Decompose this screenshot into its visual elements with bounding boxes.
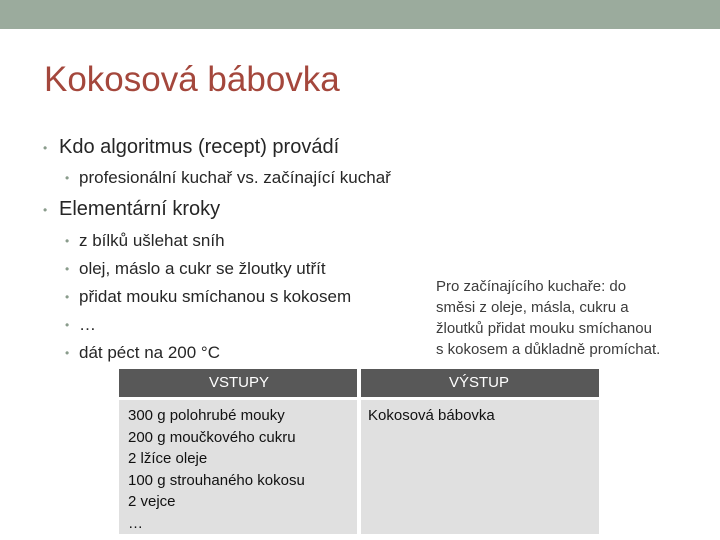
- note-line: Pro začínajícího kuchaře: do: [436, 278, 627, 295]
- bullet-step-2: [65, 259, 326, 279]
- table-column-divider: [357, 369, 361, 534]
- table-cell-output: [361, 400, 599, 534]
- output-item: Kokosová bábovka: [368, 407, 495, 424]
- bullet-dot: •: [65, 346, 70, 360]
- bullet-text: přidat mouku smíchanou s kokosem: [79, 287, 352, 306]
- note-line: s kokosem a důkladně promíchat.: [436, 341, 661, 358]
- bullet-elementary-steps: [43, 198, 221, 221]
- bullet-step-ellipsis: [65, 315, 96, 335]
- bullet-cook-types: [65, 168, 391, 188]
- bullet-dot: •: [65, 290, 70, 304]
- bullet-dot: •: [65, 262, 70, 276]
- bullet-text: profesionální kuchař vs. začínající kuchař: [79, 168, 391, 187]
- table-cell-inputs: [119, 400, 357, 534]
- note-line: žloutků přidat mouku smíchanou: [436, 320, 652, 337]
- bullet-dot: •: [65, 171, 70, 185]
- table-header-output: VÝSTUP: [359, 369, 599, 397]
- slide-title: Kokosová bábovka: [44, 60, 340, 99]
- note-line: směsi z oleje, másla, cukru a: [436, 299, 629, 316]
- bullet-text: Kdo algoritmus (recept) provádí: [59, 136, 340, 158]
- table-header-inputs: VSTUPY: [119, 369, 359, 397]
- bullet-dot: •: [43, 141, 48, 155]
- input-item: 2 lžíce oleje: [128, 450, 208, 467]
- input-item: 300 g polohrubé mouky: [128, 407, 285, 424]
- bullet-dot: •: [43, 203, 48, 217]
- bullet-dot: •: [65, 318, 70, 332]
- io-table: [119, 369, 599, 534]
- bullet-step-1: [65, 231, 225, 251]
- input-item: 2 vejce: [128, 493, 176, 510]
- beginner-note: [436, 276, 718, 360]
- bullet-text: Elementární kroky: [59, 198, 221, 220]
- bullet-text: dát péct na 200 °C: [79, 343, 221, 362]
- bullet-text: olej, máslo a cukr se žloutky utřít: [79, 259, 326, 278]
- bullet-text: …: [79, 315, 96, 334]
- bullet-text: z bílků ušlehat sníh: [79, 231, 225, 250]
- bullet-dot: •: [65, 234, 70, 248]
- bullet-performer: [43, 136, 340, 159]
- input-item: 100 g strouhaného kokosu: [128, 471, 305, 489]
- input-item: 200 g moučkového cukru: [128, 428, 296, 446]
- input-item: …: [128, 514, 143, 532]
- bullet-step-3: [65, 287, 352, 307]
- top-accent-bar: [0, 0, 720, 29]
- bullet-step-bake: [65, 343, 221, 363]
